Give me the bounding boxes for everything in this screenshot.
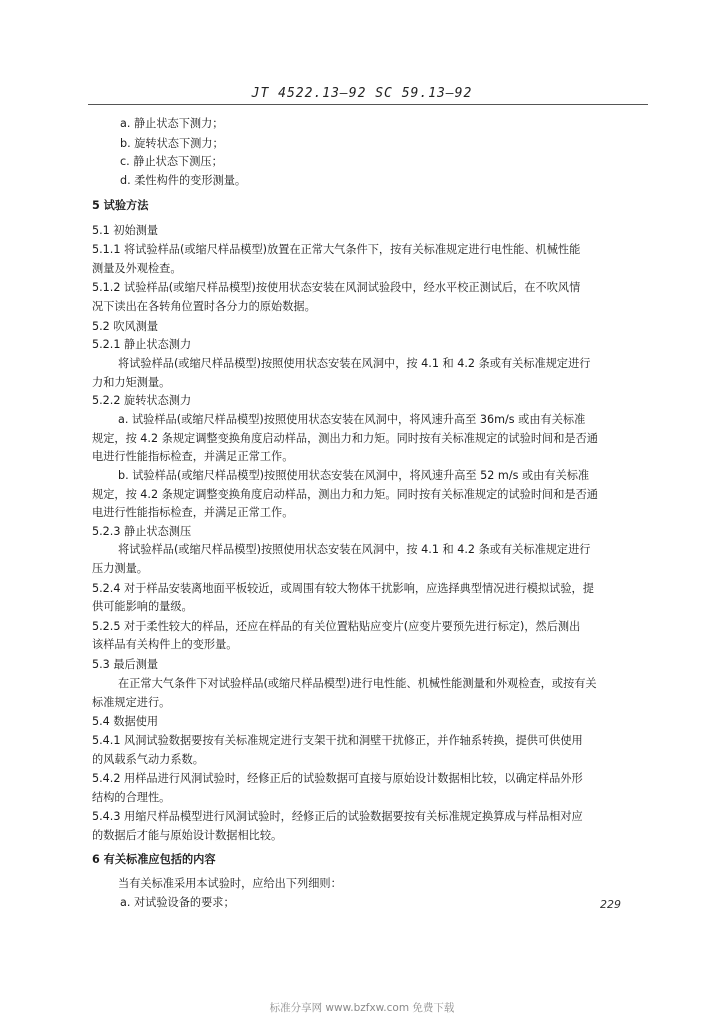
- list-item-d: d. 柔性构件的变形测量。: [120, 174, 247, 187]
- text-line: 电进行性能指标检查，并满足正常工作。: [92, 506, 294, 519]
- watermark-footer: 标准分享网 www.bzfxw.com 免费下载: [269, 1002, 455, 1014]
- list-item-a: a. 对试验设备的要求；: [120, 896, 235, 909]
- text-line: 规定，按 4.2 条规定调整变换角度启动样品，测出力和力矩。同时按有关标准规定的试验时间和是否通: [92, 432, 598, 445]
- text-line: 将试验样品(或缩尺样品模型)按照使用状态安装在风洞中，按 4.1 和 4.2 条或有关标准规定进行: [118, 357, 591, 370]
- text-line: 该样品有关构件上的变形量。: [92, 638, 238, 651]
- list-item-a: a. 静止状态下测力；: [120, 117, 224, 130]
- header-divider: [88, 104, 648, 105]
- clause-5-2-5: 5.2.5 对于柔性较大的样品，还应在样品的有关位置粘贴应变片(应变片要预先进行标定)，然后测出: [92, 620, 581, 633]
- clause-5-4-heading: 5.4 数据使用: [92, 715, 159, 728]
- clause-5-1-heading: 5.1 初始测量: [92, 224, 159, 237]
- clause-5-4-2: 5.4.2 用样品进行风洞试验时，经修正后的试验数据可直接与原始设计数据相比较，以确定样品外形: [92, 772, 583, 785]
- text-line: 测量及外观检查。: [92, 262, 182, 275]
- text-line: 电进行性能指标检查，并满足正常工作。: [92, 450, 294, 463]
- text-line: 的数据后才能与原始设计数据相比较。: [92, 829, 283, 842]
- clause-5-3-heading: 5.3 最后测量: [92, 658, 159, 671]
- text-line: a. 试验样品(或缩尺样品模型)按照使用状态安装在风洞中，将风速升高至 36m/s 或由有关标准: [118, 413, 586, 426]
- clause-5-4-1: 5.4.1 风洞试验数据要按有关标准规定进行支架干扰和洞壁干扰修正，并作轴系转换，提供可供使用: [92, 734, 583, 747]
- text-line: 标准规定进行。: [92, 696, 171, 709]
- text-line: 供可能影响的量级。: [92, 600, 193, 613]
- clause-5-2-3-heading: 5.2.3 静止状态测压: [92, 525, 192, 538]
- section-5-heading: 5 试验方法: [92, 199, 149, 212]
- section-6-heading: 6 有关标准应包括的内容: [92, 853, 216, 866]
- page-number: 229: [600, 898, 621, 911]
- clause-5-2-heading: 5.2 吹风测量: [92, 320, 159, 333]
- clause-5-2-2-heading: 5.2.2 旋转状态测力: [92, 394, 192, 407]
- text-line: 力和力矩测量。: [92, 376, 171, 389]
- text-line: 当有关标准采用本试验时，应给出下列细则：: [118, 877, 342, 890]
- text-line: b. 试验样品(或缩尺样品模型)按照使用状态安装在风洞中，将风速升高至 52 m/s 或由有关标准: [118, 469, 590, 482]
- list-item-c: c. 静止状态下测压；: [120, 155, 223, 168]
- clause-5-4-3: 5.4.3 用缩尺样品模型进行风洞试验时，经修正后的试验数据要按有关标准规定换算成与样品相对应: [92, 810, 583, 823]
- text-line: 5.1.1 将试验样品(或缩尺样品模型)放置在正常大气条件下，按有关标准规定进行电性能、机械性能: [92, 243, 581, 256]
- clause-5-2-1-heading: 5.2.1 静止状态测力: [92, 338, 192, 351]
- text-line: 压力测量。: [92, 562, 148, 575]
- text-line: 结构的合理性。: [92, 791, 171, 804]
- text-line: 况下读出在各转角位置时各分力的原始数据。: [92, 300, 316, 313]
- clause-5-2-4: 5.2.4 对于样品安装离地面平板较近，或周围有较大物体干扰影响，应选择典型情况进行模拟试验，提: [92, 582, 594, 595]
- text-line: 的风载系气动力系数。: [92, 753, 204, 766]
- standard-code-header: JT 4522.13—92 SC 59.13—92: [251, 86, 473, 101]
- text-line: 在正常大气条件下对试验样品(或缩尺样品模型)进行电性能、机械性能测量和外观检查，或按有关: [118, 677, 597, 690]
- text-line: 5.1.2 试验样品(或缩尺样品模型)按使用状态安装在风洞试验段中，经水平校正测试后，在不吹风情: [92, 281, 581, 294]
- text-line: 将试验样品(或缩尺样品模型)按照使用状态安装在风洞中，按 4.1 和 4.2 条或有关标准规定进行: [118, 543, 591, 556]
- list-item-b: b. 旋转状态下测力；: [120, 137, 224, 150]
- text-line: 规定，按 4.2 条规定调整变换角度启动样品，测出力和力矩。同时按有关标准规定的试验时间和是否通: [92, 488, 598, 501]
